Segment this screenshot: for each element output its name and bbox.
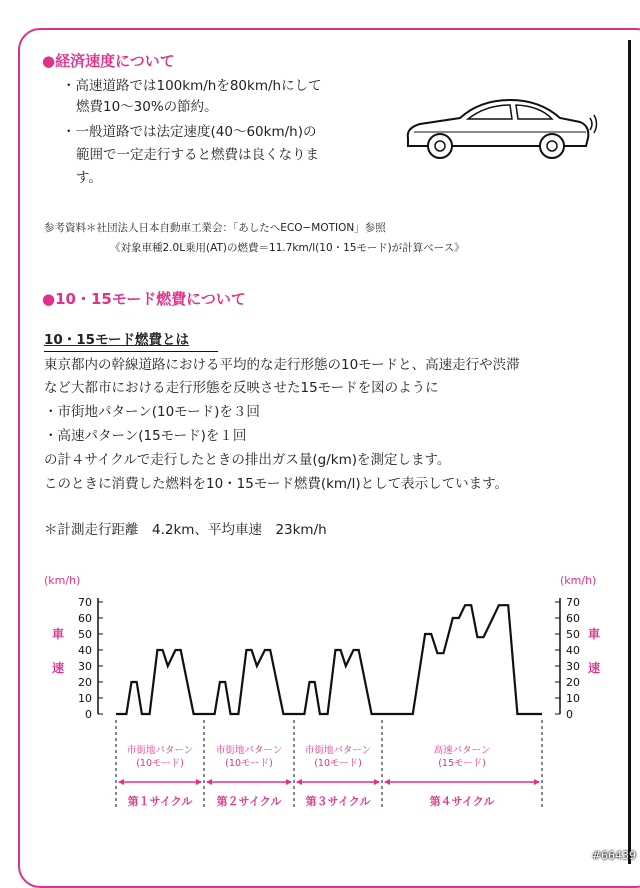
y-label-left-char: 車: [52, 627, 65, 641]
segment-label-3: 市街地パターン: [304, 745, 372, 756]
arrow-head-left: [296, 779, 302, 785]
y-tick-label-right: 0: [566, 708, 573, 721]
y-tick-label-right: 40: [566, 644, 580, 657]
bullet2-line1: ・一般道路では法定速度(40〜60km/h)の: [62, 124, 317, 140]
reference-line2: 《対象車種2.0L乗用(AT)の燃費＝11.7km/l(10・15モード)が計算ベース》: [110, 242, 465, 254]
subheading-rule: [44, 351, 218, 352]
y-tick-label-right: 60: [566, 612, 580, 625]
desc-line1: 東京都内の幹線道路における平均的な走行形態の10モードと、高速走行や渋滞: [44, 357, 520, 373]
car-illustration: [400, 88, 600, 168]
segment-mode-2: (10モード): [225, 758, 273, 769]
y-tick-label-left: 10: [78, 692, 92, 705]
y-tick-label-left: 60: [78, 612, 92, 625]
segment-label-4: 高速パターン: [433, 745, 491, 756]
desc-line6: このときに消費した燃料を10・15モード燃費(km/l)として表示しています。: [44, 476, 509, 492]
y-tick-label-right: 30: [566, 660, 580, 673]
desc-line5: の計４サイクルで走行したときの排出ガス量(g/km)を測定します。: [44, 452, 451, 468]
y-tick-label-left: 70: [78, 596, 92, 609]
segment-mode-4: (15モード): [438, 758, 486, 769]
arrow-head-right: [286, 779, 292, 785]
cycle-label-1: 第１サイクル: [127, 795, 193, 808]
segment-mode-3: (10モード): [314, 758, 362, 769]
measurement-note: ＊計測走行距離 4.2km、平均車速 23km/h: [44, 522, 327, 538]
y-unit-right: (km/h): [560, 574, 597, 587]
segment-mode-1: (10モード): [136, 758, 184, 769]
driving-pattern-chart: [0, 560, 640, 820]
section2-subheading: 10・15モード燃費とは: [44, 332, 190, 348]
cycle-label-2: 第２サイクル: [216, 795, 282, 808]
desc-line4: ・高速パターン(15モード)を１回: [44, 428, 247, 444]
y-tick-label-left: 20: [78, 676, 92, 689]
y-label-right-char: 車: [588, 627, 601, 641]
arrow-head-right: [534, 779, 540, 785]
y-label-left-char: 速: [52, 661, 65, 675]
y-tick-label-right: 10: [566, 692, 580, 705]
y-tick-label-right: 50: [566, 628, 580, 641]
arrow-head-right: [374, 779, 380, 785]
bullet2-line2: 範囲で一定走行すると燃費は良くなりま: [76, 147, 319, 163]
segment-label-1: 市街地パターン: [126, 745, 194, 756]
speed-profile-line-3: [294, 650, 382, 714]
speed-profile-line-2: [204, 650, 294, 714]
y-tick-label-right: 70: [566, 596, 580, 609]
desc-line2: など大都市における走行形態を反映させた15モードを図のように: [44, 380, 439, 396]
y-label-right-char: 速: [588, 661, 601, 675]
y-tick-label-right: 20: [566, 676, 580, 689]
section2-heading: ●10・15モード燃費について: [42, 290, 246, 308]
bullet1-line1: ・高速道路では100km/hを80km/hにして: [62, 78, 322, 94]
arrow-head-left: [384, 779, 390, 785]
desc-line3: ・市街地パターン(10モード)を３回: [44, 404, 260, 420]
segment-label-2: 市街地パターン: [215, 745, 283, 756]
y-tick-label-left: 40: [78, 644, 92, 657]
section1-heading: ●経済速度について: [42, 52, 175, 70]
cycle-label-4: 第４サイクル: [429, 795, 495, 808]
y-tick-label-left: 50: [78, 628, 92, 641]
reference-line1: 参考資料＊社団法人日本自動車工業会：「あしたへECO−MOTION」参照: [44, 222, 386, 234]
bullet1-line2: 燃費10〜30%の節約。: [76, 99, 218, 115]
speed-profile-line-1: [116, 650, 204, 714]
y-unit-left: (km/h): [44, 574, 81, 587]
arrow-head-right: [196, 779, 202, 785]
y-tick-label-left: 30: [78, 660, 92, 673]
watermark: #66439: [591, 849, 636, 862]
cycle-label-3: 第３サイクル: [305, 795, 371, 808]
arrow-head-left: [118, 779, 124, 785]
bullet2-line3: す。: [76, 170, 102, 186]
arrow-head-left: [206, 779, 212, 785]
y-tick-label-left: 0: [85, 708, 92, 721]
speed-profile-line-4: [382, 605, 542, 714]
